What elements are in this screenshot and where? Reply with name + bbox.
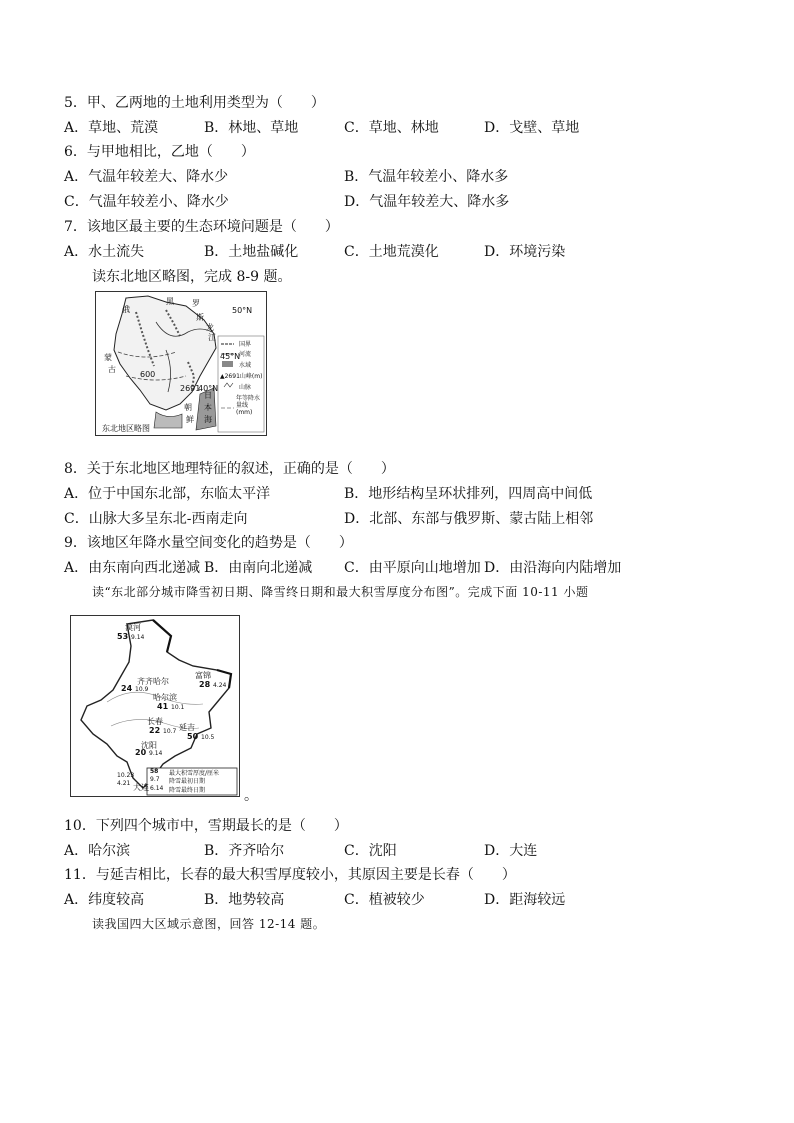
question-8-option-c: C．山脉大多呈东北-西南走向 xyxy=(64,511,248,527)
city-depth-value: 22 xyxy=(149,726,161,735)
map2-legend-sample: 6.14 xyxy=(150,785,164,792)
map1-place-label: 古 xyxy=(108,365,116,374)
map1-place-label: 龙 xyxy=(206,323,214,332)
question-6-option-b: B．气温年较差小、降水多 xyxy=(344,169,509,185)
city-label: 富锦 xyxy=(195,671,211,680)
map1-place-label: 罗 xyxy=(192,299,200,308)
question-8-option-d: D．北部、东部与俄罗斯、蒙古陆上相邻 xyxy=(344,511,594,527)
city-date-value: 4.21 xyxy=(117,780,131,787)
map1-place-label: 俄 xyxy=(122,305,130,314)
map2-legend-item: 最大积雪厚度/厘米 xyxy=(169,770,220,777)
city-date-value: 10.5 xyxy=(201,734,215,741)
city-date-value: 9.14 xyxy=(131,634,145,641)
period-mark: 。 xyxy=(244,788,258,804)
map1-place-label: 蒙 xyxy=(104,353,112,362)
map1-latitude-label: 40°N xyxy=(198,384,219,393)
city-date-value: 10.9 xyxy=(135,686,149,693)
city-depth-value: 53 xyxy=(117,632,129,641)
question-5-option-b: B．林地、草地 xyxy=(204,120,299,136)
question-11-option-c: C．植被较少 xyxy=(344,892,425,908)
question-10-option-c: C．沈阳 xyxy=(344,843,397,859)
question-8-option-a: A．位于中国东北部，东临太平洋 xyxy=(64,486,271,502)
instruction-q12-14: 读我国四大区域示意图，回答 12-14 题。 xyxy=(92,917,326,931)
question-9-option-b: B．由南向北递减 xyxy=(204,560,313,576)
map1-place-label: 本 xyxy=(204,403,212,412)
question-11-option-a: A．纬度较高 xyxy=(64,892,145,908)
map1-place-label: 江 xyxy=(208,333,216,342)
city-label: 沈阳 xyxy=(141,741,157,750)
city-label: 延吉 xyxy=(179,723,195,732)
map2-legend-item: 降雪最初日期 xyxy=(169,778,206,785)
question-5-option-c: C．草地、林地 xyxy=(344,120,439,136)
map1-legend-item: 河流 xyxy=(239,351,252,358)
map1-place-label: 朝 xyxy=(184,403,192,412)
question-6-option-c: C．气温年较差小、降水少 xyxy=(64,194,229,210)
question-6-option-a: A．气温年较差大、降水少 xyxy=(64,169,229,185)
question-6-option-d: D．气温年较差大、降水多 xyxy=(344,194,510,210)
question-7-stem: 7．该地区最主要的生态环境问题是（ ） xyxy=(64,219,339,235)
question-9-option-c: C．由平原向山地增加 xyxy=(344,560,481,576)
map1-latitude-label: 50°N xyxy=(232,306,253,315)
city-label: 长春 xyxy=(147,717,163,726)
question-7-option-b: B．土地盐碱化 xyxy=(204,244,299,260)
question-9-stem: 9．该地区年降水量空间变化的趋势是（ ） xyxy=(64,535,353,551)
question-5-option-a: A．草地、荒漠 xyxy=(64,120,159,136)
question-11-option-d: D．距海较远 xyxy=(484,892,566,908)
city-date-value: 10.1 xyxy=(171,704,185,711)
question-11-option-b: B．地势较高 xyxy=(204,892,285,908)
question-7-option-a: A．水土流失 xyxy=(64,244,145,260)
city-depth-value: 10.23 xyxy=(117,772,135,779)
map1-latitude-label: 45°N xyxy=(220,352,241,361)
question-5-option-d: D．戈壁、草地 xyxy=(484,120,580,136)
map1-legend-item: 水域 xyxy=(239,362,252,369)
city-label: 齐齐哈尔 xyxy=(137,677,169,686)
question-8-option-b: B．地形结构呈环状排列，四周高中间低 xyxy=(344,486,593,502)
city-date-value: 9.14 xyxy=(149,750,163,757)
question-9-option-d: D．由沿海向内陆增加 xyxy=(484,560,622,576)
map1-place-label: 斯 xyxy=(196,313,204,322)
northeast-region-map xyxy=(95,291,267,436)
map1-legend-item: 山脉 xyxy=(239,384,252,391)
city-label: 大连 xyxy=(133,783,149,792)
question-10-stem: 10．下列四个城市中，雪期最长的是（ ） xyxy=(64,818,348,834)
city-depth-value: 20 xyxy=(135,748,147,757)
instruction-q10-11: 读“东北部分城市降雪初日期、降雪终日期和最大积雪厚度分布图”。完成下面 10-11 小题 xyxy=(92,585,589,599)
map2-legend-sample: 58 xyxy=(150,768,159,775)
city-label: 哈尔滨 xyxy=(153,693,177,702)
map1-place-label: 日 xyxy=(204,391,212,400)
snowfall-distribution-map xyxy=(70,615,240,797)
question-10-option-b: B．齐齐哈尔 xyxy=(204,843,285,859)
map1-legend-item: ▲2691山峰(m) xyxy=(220,373,263,380)
map1-peak-label: 2691 xyxy=(180,384,201,393)
map1-place-label: 鲜 xyxy=(186,415,194,424)
map1-place-label: 黑 xyxy=(166,297,174,306)
map2-legend-sample: 9.7 xyxy=(150,776,160,783)
question-10-option-a: A．哈尔滨 xyxy=(64,843,131,859)
question-10-option-d: D．大连 xyxy=(484,843,538,859)
question-9-option-a: A．由东南向西北递减 xyxy=(64,560,201,576)
question-5-stem: 5．甲、乙两地的土地利用类型为（ ） xyxy=(64,95,325,111)
map1-place-label: 海 xyxy=(204,415,212,424)
city-label: 漠河 xyxy=(125,623,141,632)
map2-legend-item: 降雪最终日期 xyxy=(169,787,206,794)
city-depth-value: 41 xyxy=(157,702,169,711)
city-date-value: 4.24 xyxy=(213,682,227,689)
city-depth-value: 28 xyxy=(199,680,211,689)
question-11-stem: 11．与延吉相比，长春的最大积雪厚度较小，其原因主要是长春（ ） xyxy=(64,867,516,883)
instruction-q8-9: 读东北地区略图，完成 8-9 题。 xyxy=(92,269,292,285)
map1-caption: 东北地区略图 xyxy=(102,424,150,433)
question-7-option-d: D．环境污染 xyxy=(484,244,566,260)
city-depth-value: 50 xyxy=(187,732,199,741)
city-date-value: 10.7 xyxy=(163,728,177,735)
question-8-stem: 8．关于东北地区地理特征的叙述，正确的是（ ） xyxy=(64,461,395,477)
city-depth-value: 24 xyxy=(121,684,133,693)
question-6-stem: 6．与甲地相比，乙地（ ） xyxy=(64,144,255,160)
map1-legend-item: 年等降水量线(mm) xyxy=(236,395,261,416)
map1-legend-item: 国界 xyxy=(239,341,252,348)
map1-isohyet-label: 600 xyxy=(140,370,156,379)
question-7-option-c: C．土地荒漠化 xyxy=(344,244,439,260)
